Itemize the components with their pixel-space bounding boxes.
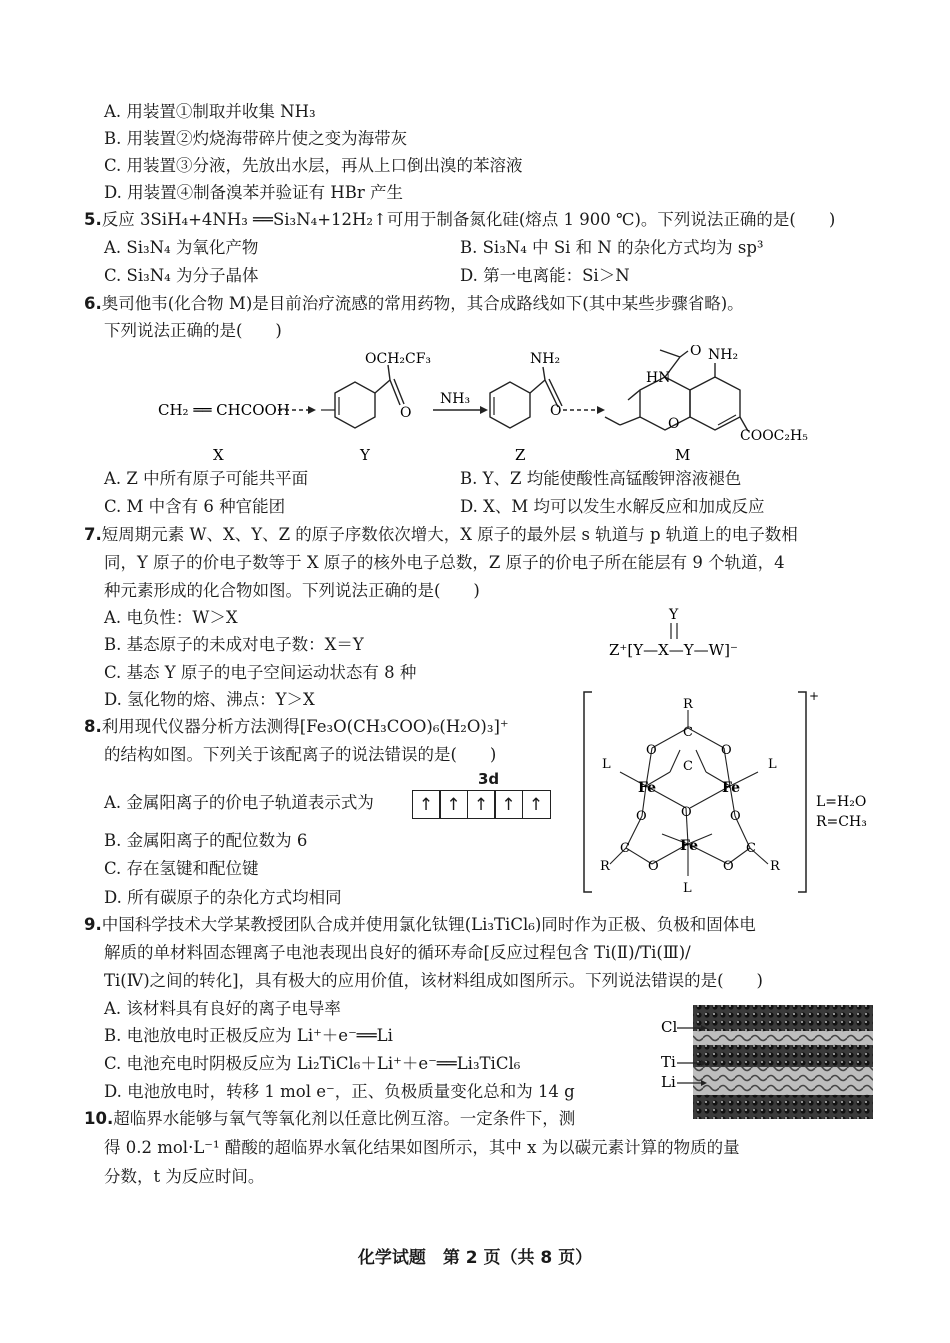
q6-number: 6. [84,294,102,313]
q9-option-c: C. 电池充电时阴极反应为 Li₂TiCl₆＋Li⁺＋e⁻══Li₃TiCl₆ [104,1054,521,1073]
q9-stem-line2: 解质的单材料固态锂离子电池表现出良好的循环寿命[反应过程包含 Ti(Ⅱ)/Ti(Ⅲ)/ [104,943,691,962]
complex-r-top: R [683,697,693,712]
compound-x-formula: CH₂ ══ CHCOOH [158,401,290,419]
q7-text-1: 短周期元素 W、X、Y、Z 的原子序数依次增大，X 原子的最外层 s 轨道与 p 轨道上的电子数相 [101,525,798,544]
q9-stem-line1 [84,914,756,936]
complex-o-1: O [646,743,657,758]
q9-option-d: D. 电池放电时，转移 1 mol e⁻，正、负极质量变化总和为 14 g [104,1082,575,1101]
q7-number: 7. [84,525,102,544]
orbital-label-3d: 3d [478,770,500,788]
complex-fe-right: Fe [722,780,741,796]
label-z: Z [515,446,526,464]
complex-o-6: O [723,859,734,874]
complex-c-left: C [620,841,630,856]
q6-option-c: C. M 中含有 6 种官能团 [104,497,286,516]
compound-m-ester: COOC₂H₅ [740,428,808,444]
label-x: X [213,446,224,464]
left-bracket [584,692,592,892]
q9-text-1: 中国科学技术大学某教授团队合成并使用氯化钛锂(Li₃TiCl₆)同时作为正极、负极和固体电 [101,915,756,934]
q7-main-formula: Z⁺[Y—X—Y—W]⁻ [609,641,738,659]
orbital-box-1: ↑ [412,790,441,819]
q9-option-a: A. 该材料具有良好的离子电导率 [104,999,341,1018]
y-o-bond [388,365,390,380]
compound-m-acetyl-o: O [690,345,702,359]
legend-r: R=CH₃ [816,814,867,830]
q8-text-1: 利用现代仪器分析方法测得[Fe₃O(CH₃COO)₆(H₂O)₃]⁺ [101,717,509,736]
arrowhead-1 [308,406,316,414]
y-co-double [394,379,404,404]
complex-o-center: O [681,805,692,820]
q7-option-b: B. 基态原子的未成对电子数：X＝Y [104,635,364,654]
complex-l-right: L [768,757,777,772]
label-ti: Ti [661,1053,676,1071]
compound-z-carbonyl-o: O [550,403,562,419]
reaction-arrowhead [480,406,488,414]
compound-m-nh2: NH₂ [708,347,739,363]
q5-option-d: D. 第一电离能：Si＞N [460,266,630,285]
q8-option-d: D. 所有碳原子的杂化方式均相同 [104,888,342,907]
q7-option-c: C. 基态 Y 原子的电子空间运动状态有 8 种 [104,663,417,682]
complex-r-right: R [770,859,780,874]
orbital-box-4: ↑ [494,790,523,819]
complex-o-2: O [721,743,732,758]
label-y: Y [360,446,370,464]
y-c-bond [375,380,390,393]
q8-option-b: B. 金属阳离子的配位数为 6 [104,831,308,850]
compound-z-ring [490,382,530,428]
q9-option-b: B. 电池放电时正极反应为 Li⁺＋e⁻══Li [104,1026,393,1045]
q7-top-atom: Y [669,607,679,623]
y-co-bond [390,380,400,405]
q6-option-b: B. Y、Z 均能使酸性高锰酸钾溶液褪色 [460,469,742,488]
layer-cl-mid [693,1045,873,1067]
complex-c-right: C [746,841,756,856]
q5-number: 5. [84,210,102,229]
q6-text-1: 奥司他韦(化合物 M)是目前治疗流感的常用药物，其合成路线如下(其中某些步骤省略)。 [101,294,744,313]
q8-number: 8. [84,717,102,736]
q5-option-c: C. Si₃N₄ 为分子晶体 [104,266,259,285]
right-bracket [798,692,806,892]
m-acetyl-o [680,351,688,357]
arrowhead-2 [597,406,605,414]
layer-li [693,1067,873,1081]
orbital-box-2: ↑ [439,790,468,819]
q8-stem-line2: 的结构如图。下列关于该配离子的说法错误的是( ) [104,745,497,764]
orbital-box-3: ↑ [467,790,496,819]
q8-stem-line1 [84,716,509,738]
m-methyl-bond [660,350,680,357]
complex-r-left: R [600,859,610,874]
q5-text: 反应 3SiH₄+4NH₃ ══Si₃N₄+12H₂↑可用于制备氮化硅(熔点 1 900 ℃)。下列说法正确的是( ) [101,210,836,229]
q4-option-a: A. 用装置①制取并收集 NH₃ [104,102,316,121]
q6-stem-line2: 下列说法正确的是( ) [104,321,282,340]
orbital-box-5: ↑ [522,790,551,819]
label-m: M [675,446,691,464]
layer-ti-bottom [693,1081,873,1095]
q9-material-structure [655,1003,877,1121]
q10-number: 10. [84,1109,114,1128]
q8-option-c: C. 存在氢键和配位键 [104,859,259,878]
q4-option-b: B. 用装置②灼烧海带碎片使之变为海带灰 [104,129,408,148]
reagent-nh3: NH₃ [440,391,471,407]
complex-charge: + [809,689,820,703]
q10-stem-line1 [84,1108,575,1130]
q5-option-a: A. Si₃N₄ 为氧化产物 [104,238,259,257]
legend-l: L=H₂O [816,794,867,810]
complex-c-mid: C [683,759,693,774]
compound-m-ring-b [690,377,740,430]
label-cl: Cl [661,1018,678,1036]
m-ethyl-1 [620,417,640,425]
complex-o-3: O [636,809,647,824]
q10-stem-line3: 分数，t 为反应时间。 [104,1167,265,1186]
z-n-bond [543,367,545,380]
m-ethyl-2 [605,417,620,425]
compound-y-ring [335,382,375,428]
q6-stem-line1 [84,293,744,315]
q10-text-1: 超临界水能够与氧气等氧化剂以任意比例互溶。一定条件下，测 [113,1109,576,1128]
q7-stem-line3: 种元素形成的化合物如图。下列说法正确的是( ) [104,581,480,600]
q7-stem-line2: 同，Y 原子的价电子数等于 X 原子的核外电子总数，Z 原子的价电子所在能层有 9 个轨道，4 [104,553,785,572]
complex-fe-bottom: Fe [680,838,699,854]
q4-option-d: D. 用装置④制备溴苯并验证有 HBr 产生 [104,183,404,202]
complex-fe-left: Fe [638,780,657,796]
complex-l-left: L [602,757,611,772]
q9-stem-line3: Ti(Ⅳ)之间的转化]，具有极大的应用价值，该材料组成如图所示。下列说法错误的是( ) [104,971,763,990]
complex-l-bottom: L [683,881,692,896]
complex-o-4: O [730,809,741,824]
q10-stem-line2: 得 0.2 mol·L⁻¹ 醋酸的超临界水氧化结果如图所示，其中 x 为以碳元素计算的物质的量 [104,1138,740,1157]
compound-z-substituent: NH₂ [530,351,561,367]
q6-synthesis-scheme [150,345,850,465]
q8-complex-structure [580,688,880,898]
z-c-bond [530,380,545,393]
compound-y-carbonyl-o: O [400,405,412,421]
q7-stem-line1 [84,524,798,546]
m-ethyl-3 [628,390,640,400]
q5-option-b: B. Si₃N₄ 中 Si 和 N 的杂化方式均为 sp³ [460,238,764,257]
q7-compound-structure [605,605,775,665]
q7-option-d: D. 氢化物的熔、沸点：Y＞X [104,690,315,709]
q4-option-c: C. 用装置③分液，先放出水层，再从上口倒出溴的苯溶液 [104,156,523,175]
q5-stem [84,209,835,231]
compound-m-ring-o: O [668,416,680,432]
compound-y-substituent: OCH₂CF₃ [365,351,432,367]
orbital-diagram [413,790,551,819]
q6-option-a: A. Z 中所有原子可能共平面 [104,469,309,488]
complex-c-top: C [683,725,693,740]
complex-o-5: O [648,859,659,874]
page-footer: 化学试题 第 2 页（共 8 页） [357,1248,593,1268]
layer-cl-bottom [693,1095,873,1119]
q8-option-a: A. 金属阳离子的价电子轨道表示式为 [104,793,374,812]
q6-option-d: D. X、M 均可以发生水解反应和加成反应 [460,497,765,516]
compound-m-hn: HN [646,370,671,386]
layer-cl-top [693,1005,873,1031]
layer-ti-top [693,1031,873,1045]
label-li: Li [661,1073,676,1091]
q9-number: 9. [84,915,102,934]
q7-option-a: A. 电负性：W＞X [104,608,238,627]
